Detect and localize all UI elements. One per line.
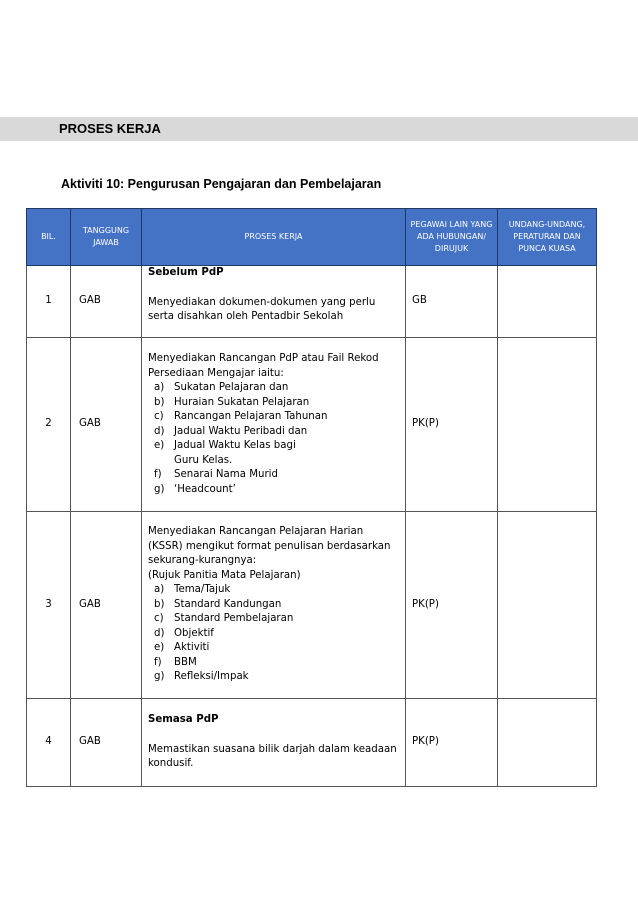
table-row <box>27 266 597 338</box>
row-undang <box>498 512 597 699</box>
table-header-row <box>27 209 597 266</box>
row-subheading: Sebelum PdP <box>148 267 224 278</box>
list-item: f) Senarai Nama Murid <box>154 469 278 480</box>
row-subheading: Semasa PdP <box>148 714 219 726</box>
table-row <box>27 338 597 512</box>
row-tanggung-jawab: GAB <box>71 338 142 512</box>
row-text: Menyediakan Rancangan PdP atau Fail Rekod Persediaan Mengajar iaitu: <box>148 353 379 379</box>
row-undang <box>498 699 597 787</box>
header-pegawai: PEGAWAI LAIN YANG ADA HUBUNGAN/ DIRUJUK <box>406 209 498 266</box>
row-bil: 4 <box>27 699 71 787</box>
list-item: a) Tema/Tajuk <box>154 584 231 596</box>
header-proses-kerja: PROSES KERJA <box>142 209 406 266</box>
row-tanggung-jawab: GAB <box>71 699 142 787</box>
list-item: b) Standard Kandungan <box>154 598 282 610</box>
row-text: Menyediakan Rancangan Pelajaran Harian (KSSR) mengikut format penulisan berdasarkan sekurang-kurangnya: <box>148 526 391 567</box>
row-item-list <box>148 381 399 497</box>
section-title: PROSES KERJA <box>59 121 161 136</box>
row-item-list <box>148 583 399 685</box>
table-row <box>27 699 597 787</box>
list-item: a) Sukatan Pelajaran dan <box>154 382 289 393</box>
header-undang: UNDANG-UNDANG, PERATURAN DAN PUNCA KUASA <box>498 209 597 266</box>
row-proses-kerja <box>142 512 406 699</box>
row-text: Memastikan suasana bilik darjah dalam keadaan kondusif. <box>148 743 397 770</box>
row-bil: 2 <box>27 338 71 512</box>
row-proses-kerja <box>142 266 406 338</box>
list-item: g) ‘Headcount’ <box>154 483 236 495</box>
table-row <box>27 512 597 699</box>
row-text: Menyediakan dokumen-dokumen yang perlu serta disahkan oleh Pentadbir Sekolah <box>148 296 376 322</box>
activity-title: Aktiviti 10: Pengurusan Pengajaran dan Pembelajaran <box>61 177 382 191</box>
list-item: e) Aktiviti <box>154 642 210 654</box>
row-pegawai: GB <box>406 266 498 338</box>
list-item: f) BBM <box>154 656 197 668</box>
list-item: d) Objektif <box>154 627 214 639</box>
process-table <box>26 208 597 787</box>
row-bil: 1 <box>27 266 71 338</box>
row-pegawai: PK(P) <box>406 512 498 699</box>
list-item: e) Jadual Waktu Kelas bagi Guru Kelas. <box>154 440 296 466</box>
row-tanggung-jawab: GAB <box>71 266 142 338</box>
header-bil: BIL. <box>27 209 71 266</box>
list-item: c) Rancangan Pelajaran Tahunan <box>154 411 328 422</box>
row-proses-kerja <box>142 699 406 787</box>
list-item: c) Standard Pembelajaran <box>154 613 294 625</box>
list-item: g) Refleksi/Impak <box>154 671 249 683</box>
list-item: d) Jadual Waktu Peribadi dan <box>154 425 308 437</box>
section-header-bar <box>0 117 638 141</box>
header-tanggung-jawab: TANGGUNG JAWAB <box>71 209 142 266</box>
row-proses-kerja <box>142 338 406 512</box>
row-tanggung-jawab: GAB <box>71 512 142 699</box>
row-text-reference: (Rujuk Panitia Mata Pelajaran) <box>148 569 301 581</box>
row-pegawai: PK(P) <box>406 338 498 512</box>
list-item: b) Huraian Sukatan Pelajaran <box>154 396 310 408</box>
row-bil: 3 <box>27 512 71 699</box>
row-undang <box>498 338 597 512</box>
row-undang <box>498 266 597 338</box>
row-pegawai: PK(P) <box>406 699 498 787</box>
